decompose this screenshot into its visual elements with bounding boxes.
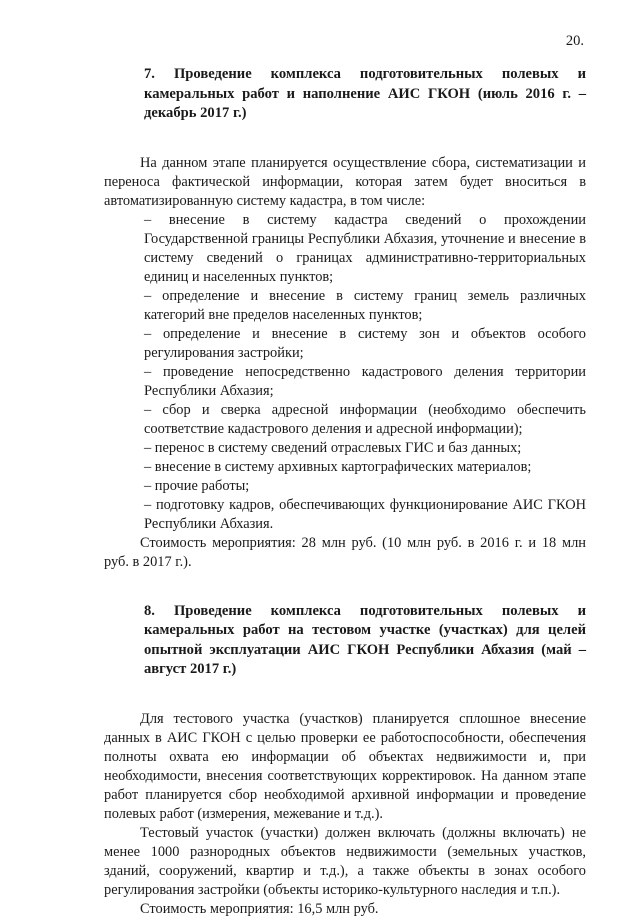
section-8-heading: 8. Проведение комплекса подготовительных полевых и камеральных работ на тестовом участке (участках) для целей опытной эксплуатации АИС ГКОН Республики Абхазия (май – август 2017 г.) (144, 602, 586, 677)
page-content (104, 65, 586, 919)
list-item: – сбор и сверка адресной информации (необходимо обеспечить соответствие кадастрового деления и адресной информации); (144, 401, 586, 437)
list-item: – внесение в систему архивных картографических материалов; (144, 458, 532, 475)
list-item: – определение и внесение в систему границ земель различных категорий вне пределов населенных пунктов; (144, 287, 586, 323)
list-item: – подготовку кадров, обеспечивающих функционирование АИС ГКОН Республики Абхазия. (144, 496, 586, 532)
section-7-intro: На данном этапе планируется осуществление сбора, систематизации и переноса фактической информации, которая затем будет вноситься в автоматизированную систему кадастра, в том числе: (104, 154, 586, 209)
section-7-list (144, 211, 586, 534)
list-item: – внесение в систему кадастра сведений о прохождении Государственной границы Республики Абхазия, уточнение и внесение в систему сведений о границах административно-территориальных единиц и населенных пунктов; (144, 211, 586, 285)
list-item: – определение и внесение в систему зон и объектов особого регулирования застройки; (144, 325, 586, 361)
page-number: 20. (565, 33, 584, 49)
section-8 (104, 602, 586, 919)
section-8-paragraph: Тестовый участок (участки) должен включать (должны включать) не менее 1000 разнородных объектов недвижимости (земельных участков, зданий, сооружений, квартир и т.д.), а также объекты в зонах особого регулирования застройки (объекты историко-культурного наследия и т.п.). (104, 824, 586, 898)
list-item: – проведение непосредственно кадастрового деления территории Республики Абхазия; (144, 363, 586, 399)
section-7-cost: Стоимость мероприятия: 28 млн руб. (10 млн руб. в 2016 г. и 18 млн руб. в 2017 г.). (104, 534, 586, 570)
list-item: – перенос в систему сведений отраслевых ГИС и баз данных; (144, 439, 522, 456)
list-item: – прочие работы; (144, 477, 250, 494)
section-7 (104, 65, 586, 572)
section-7-heading: 7. Проведение комплекса подготовительных полевых и камеральных работ и наполнение АИС ГКОН (июль 2016 г. – декабрь 2017 г.) (144, 66, 586, 121)
section-8-paragraph: Для тестового участка (участков) планируется сплошное внесение данных в АИС ГКОН с целью проверки ее работоспособности, обеспечения полноты охвата ею информации об объектах недвижимости и, при необходимости, внесения соответствующих корректировок. На данном этапе работ планируется сбор необходимой архивной информации и проведение полевых работ (измерения, межевание и т.д.). (104, 710, 586, 822)
section-8-cost: Стоимость мероприятия: 16,5 млн руб. (140, 900, 379, 917)
